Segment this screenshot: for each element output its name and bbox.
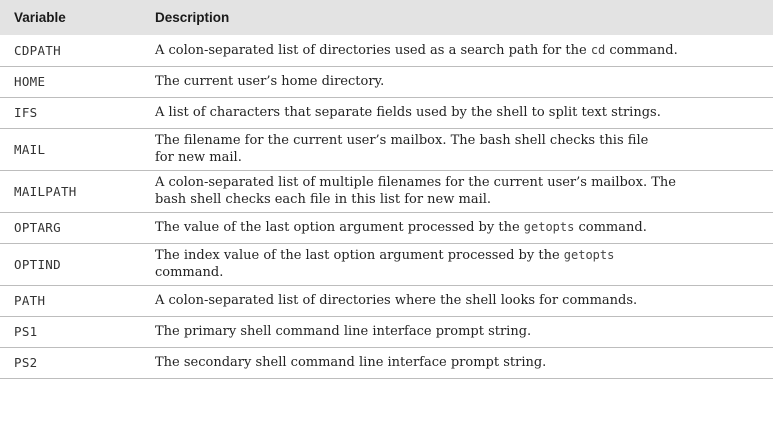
description-cell: A colon-separated list of directories used as a search path for the cd command. [155, 42, 678, 58]
table-row [0, 170, 773, 212]
table-row [0, 66, 773, 97]
header-description: Description [155, 10, 230, 25]
description-cell: A colon-separated list of multiple filenames for the current user’s mailbox. The bash shell checks each file in this list for new mail. [155, 175, 676, 207]
variable-cell: CDPATH [14, 42, 61, 58]
inline-code: cd [590, 42, 606, 57]
table-row [0, 128, 773, 170]
header-variable: Variable [14, 10, 66, 25]
inline-code: getopts [563, 248, 615, 262]
description-cell: The primary shell command line interface prompt string. [155, 324, 532, 339]
inline-code: getopts [523, 220, 575, 234]
table-row [0, 243, 773, 285]
description-cell: A colon-separated list of directories where the shell looks for commands. [155, 293, 638, 308]
variable-cell: IFS [14, 105, 38, 120]
description-cell: The current user’s home directory. [155, 74, 385, 89]
table-row [0, 35, 773, 66]
variable-cell: OPTARG [14, 220, 61, 235]
description-cell: The secondary shell command line interface prompt string. [155, 355, 547, 370]
table-header [0, 0, 773, 35]
variable-cell: HOME [14, 74, 46, 89]
variable-cell: MAILPATH [14, 183, 77, 199]
description-cell: A list of characters that separate fields used by the shell to split text strings. [155, 105, 661, 120]
variable-cell: MAIL [14, 141, 46, 157]
description-cell: The value of the last option argument processed by the getopts command. [155, 220, 647, 235]
description-cell: The filename for the current user’s mailbox. The bash shell checks this file for new mail. [155, 133, 649, 165]
header-row [0, 0, 773, 35]
table-row [0, 212, 773, 243]
variable-cell: PATH [14, 293, 46, 308]
table-row [0, 316, 773, 347]
table-row [0, 97, 773, 128]
table-row [0, 347, 773, 378]
variable-cell: PS1 [14, 324, 38, 339]
variable-cell: OPTIND [14, 256, 61, 272]
description-cell: The index value of the last option argument processed by the getopts command. [155, 248, 615, 280]
variable-cell: PS2 [14, 355, 38, 370]
table-row [0, 285, 773, 316]
